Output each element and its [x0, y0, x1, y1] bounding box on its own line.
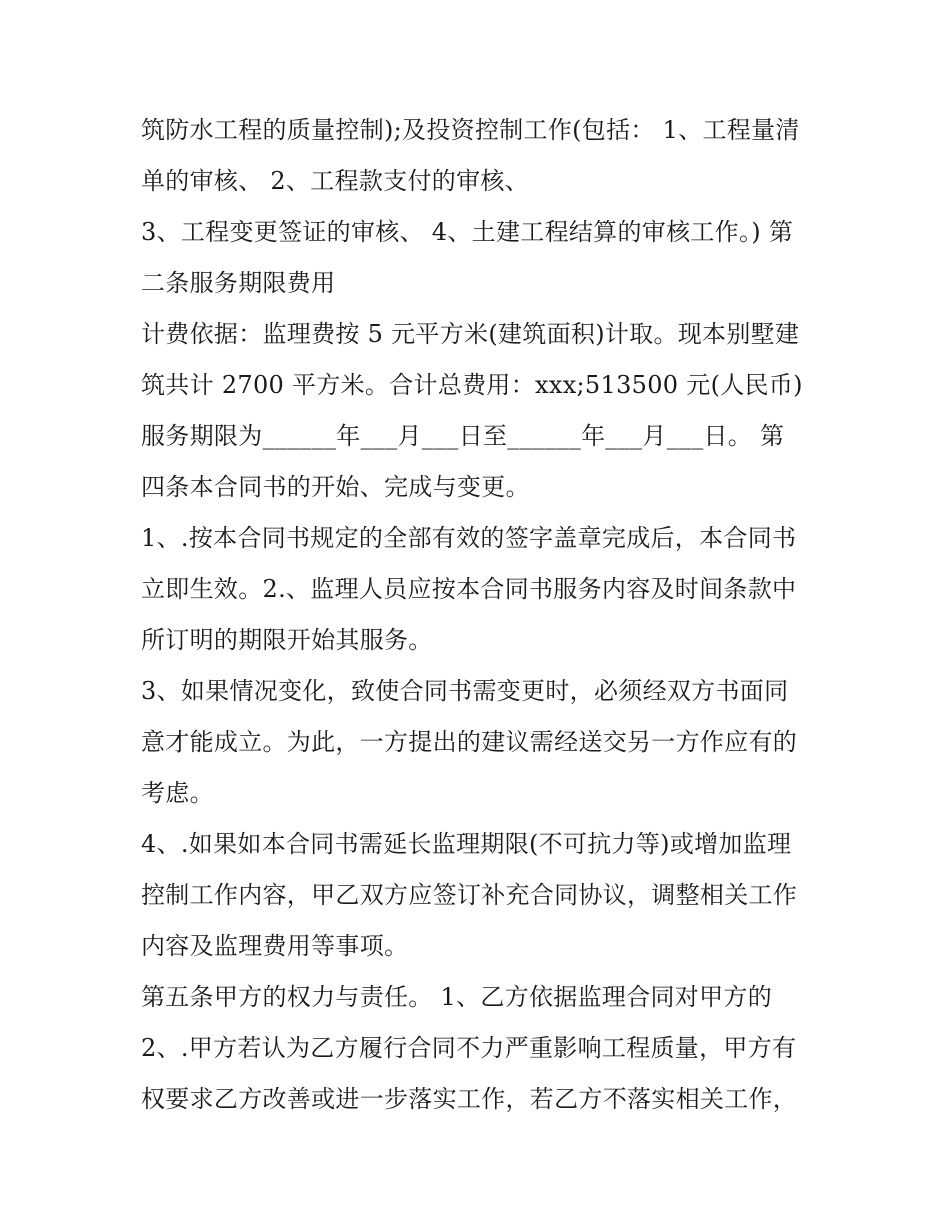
text-line: 四条本合同书的开始、完成与变更。 — [141, 473, 530, 501]
text-line: 考虑。 — [141, 779, 214, 807]
text-line: 立即生效。2.、监理人员应按本合同书服务内容及时间条款中 — [141, 575, 797, 603]
text-line: 第五条甲方的权力与责任。 1、乙方依据监理合同对甲方的 — [141, 983, 772, 1011]
text-line: 筑防水工程的质量控制);及投资控制工作(包括： 1、工程量清 — [141, 116, 800, 144]
text-line: 所订明的期限开始其服务。 — [141, 626, 433, 654]
text-line: 意才能成立。为此，一方提出的建议需经送交另一方作应有的 — [141, 728, 798, 756]
text-line: 筑共计 2700 平方米。合计总费用：xxx;513500 元(人民币) — [141, 371, 803, 399]
text-line: 2、.甲方若认为乙方履行合同不力严重影响工程质量，甲方有 — [141, 1034, 797, 1062]
text-line: 内容及监理费用等事项。 — [141, 932, 409, 960]
document-body — [141, 108, 831, 1128]
text-line: 二条服务期限费用 — [141, 269, 336, 297]
text-line: 计费依据：监理费按 5 元平方米(建筑面积)计取。现本别墅建 — [141, 320, 800, 348]
text-line: 1、.按本合同书规定的全部有效的签字盖章完成后，本合同书 — [141, 524, 797, 552]
text-line: 服务期限为______年___月___日至______年___月___日。 第 — [141, 422, 785, 450]
text-line: 权要求乙方改善或进一步落实工作，若乙方不落实相关工作， — [141, 1085, 798, 1113]
text-line: 控制工作内容，甲乙双方应签订补充合同协议，调整相关工作 — [141, 881, 798, 909]
text-line: 3、工程变更签证的审核、 4、土建工程结算的审核工作。) 第 — [141, 218, 794, 246]
text-line: 4、.如果如本合同书需延长监理期限(不可抗力等)或增加监理 — [141, 830, 792, 858]
text-line: 单的审核、 2、工程款支付的审核、 — [141, 167, 529, 195]
text-line: 3、如果情况变化，致使合同书需变更时，必须经双方书面同 — [141, 677, 789, 705]
